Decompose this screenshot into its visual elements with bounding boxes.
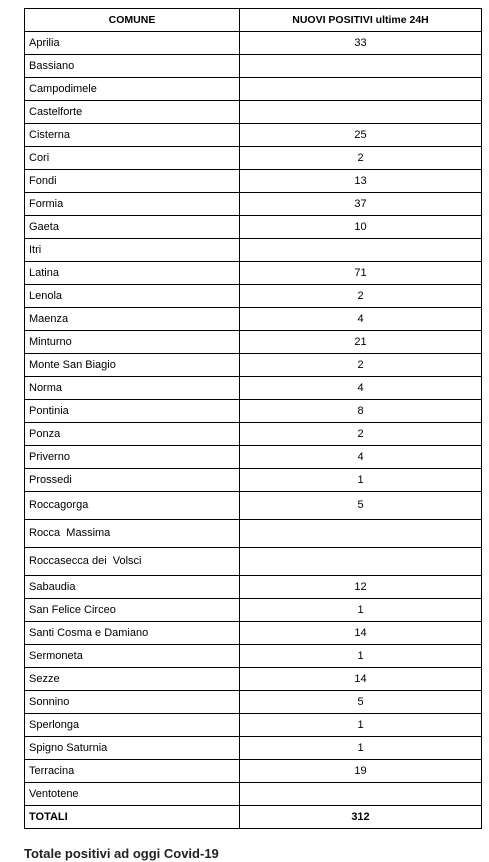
comune-cell: Bassiano: [25, 55, 240, 78]
positivi-cell: 2: [240, 423, 482, 446]
comune-cell: Norma: [25, 377, 240, 400]
positivi-cell: 1: [240, 714, 482, 737]
positivi-cell: 1: [240, 599, 482, 622]
comune-cell: Prossedi: [25, 469, 240, 492]
table-row: [25, 124, 482, 147]
comune-cell: Ventotene: [25, 783, 240, 806]
positivi-cell: [240, 548, 482, 576]
comune-cell: Aprilia: [25, 32, 240, 55]
positivi-cell: 4: [240, 446, 482, 469]
positivi-cell: 5: [240, 492, 482, 520]
table-row: [25, 599, 482, 622]
positivi-cell: 1: [240, 469, 482, 492]
comune-cell: Monte San Biagio: [25, 354, 240, 377]
comune-cell: Sabaudia: [25, 576, 240, 599]
positivi-cell: [240, 78, 482, 101]
positives-table: [24, 8, 482, 829]
positivi-cell: 4: [240, 377, 482, 400]
comune-cell: Cisterna: [25, 124, 240, 147]
table-row: [25, 760, 482, 783]
comune-cell: Gaeta: [25, 216, 240, 239]
comune-cell: Rocca Massima: [25, 520, 240, 548]
comune-cell: Fondi: [25, 170, 240, 193]
table-row: [25, 714, 482, 737]
table-row: [25, 101, 482, 124]
table-row: [25, 147, 482, 170]
table-row: [25, 170, 482, 193]
positivi-cell: 14: [240, 668, 482, 691]
table-row: [25, 216, 482, 239]
positivi-cell: [240, 101, 482, 124]
table-row: [25, 548, 482, 576]
footer-caption: Totale positivi ad oggi Covid-19: [24, 846, 219, 861]
comune-cell: Pontinia: [25, 400, 240, 423]
positivi-cell: 37: [240, 193, 482, 216]
positivi-cell: 1: [240, 737, 482, 760]
header-nuovi-positivi: NUOVI POSITIVI ultime 24H: [240, 9, 482, 32]
table-row: [25, 32, 482, 55]
positivi-cell: 5: [240, 691, 482, 714]
table-row: [25, 645, 482, 668]
table-row: [25, 668, 482, 691]
comune-cell: Roccasecca dei Volsci: [25, 548, 240, 576]
table-row: [25, 331, 482, 354]
comune-cell: Itri: [25, 239, 240, 262]
comune-cell: Roccagorga: [25, 492, 240, 520]
comune-cell: Sperlonga: [25, 714, 240, 737]
comune-cell: Ponza: [25, 423, 240, 446]
table-row: [25, 576, 482, 599]
table-row: [25, 423, 482, 446]
positivi-cell: 12: [240, 576, 482, 599]
table-row: [25, 737, 482, 760]
comune-cell: San Felice Circeo: [25, 599, 240, 622]
comune-cell: Priverno: [25, 446, 240, 469]
positivi-cell: 19: [240, 760, 482, 783]
positivi-cell: 8: [240, 400, 482, 423]
table-row: [25, 400, 482, 423]
comune-cell: Santi Cosma e Damiano: [25, 622, 240, 645]
positivi-cell: 2: [240, 147, 482, 170]
totals-value: 312: [240, 806, 482, 829]
comune-cell: Maenza: [25, 308, 240, 331]
table-row: [25, 377, 482, 400]
table-row: [25, 239, 482, 262]
comune-cell: Latina: [25, 262, 240, 285]
comune-cell: Formia: [25, 193, 240, 216]
table-row: [25, 354, 482, 377]
table-row: [25, 691, 482, 714]
table-header-row: [25, 9, 482, 32]
positivi-cell: 25: [240, 124, 482, 147]
comune-cell: Castelforte: [25, 101, 240, 124]
positivi-cell: 1: [240, 645, 482, 668]
positivi-cell: 13: [240, 170, 482, 193]
table-row: [25, 469, 482, 492]
comune-cell: Cori: [25, 147, 240, 170]
positivi-cell: 2: [240, 285, 482, 308]
positivi-cell: [240, 783, 482, 806]
totals-label: TOTALI: [25, 806, 240, 829]
positivi-cell: 10: [240, 216, 482, 239]
comune-cell: Lenola: [25, 285, 240, 308]
table-body: [25, 32, 482, 829]
positivi-cell: [240, 55, 482, 78]
header-comune: COMUNE: [25, 9, 240, 32]
table-row: [25, 783, 482, 806]
table-row: [25, 520, 482, 548]
table-row: [25, 492, 482, 520]
table-row: [25, 55, 482, 78]
positivi-cell: 2: [240, 354, 482, 377]
comune-cell: Campodimele: [25, 78, 240, 101]
comune-cell: Sezze: [25, 668, 240, 691]
positivi-cell: 71: [240, 262, 482, 285]
totals-row: [25, 806, 482, 829]
positivi-cell: [240, 520, 482, 548]
table-row: [25, 446, 482, 469]
table-row: [25, 262, 482, 285]
positivi-cell: 4: [240, 308, 482, 331]
comune-cell: Spigno Saturnia: [25, 737, 240, 760]
positivi-cell: 33: [240, 32, 482, 55]
comune-cell: Sonnino: [25, 691, 240, 714]
table-row: [25, 285, 482, 308]
table-row: [25, 622, 482, 645]
positivi-cell: [240, 239, 482, 262]
table-row: [25, 308, 482, 331]
table-row: [25, 78, 482, 101]
positivi-cell: 14: [240, 622, 482, 645]
comune-cell: Terracina: [25, 760, 240, 783]
comune-cell: Sermoneta: [25, 645, 240, 668]
positivi-cell: 21: [240, 331, 482, 354]
comune-cell: Minturno: [25, 331, 240, 354]
table-row: [25, 193, 482, 216]
